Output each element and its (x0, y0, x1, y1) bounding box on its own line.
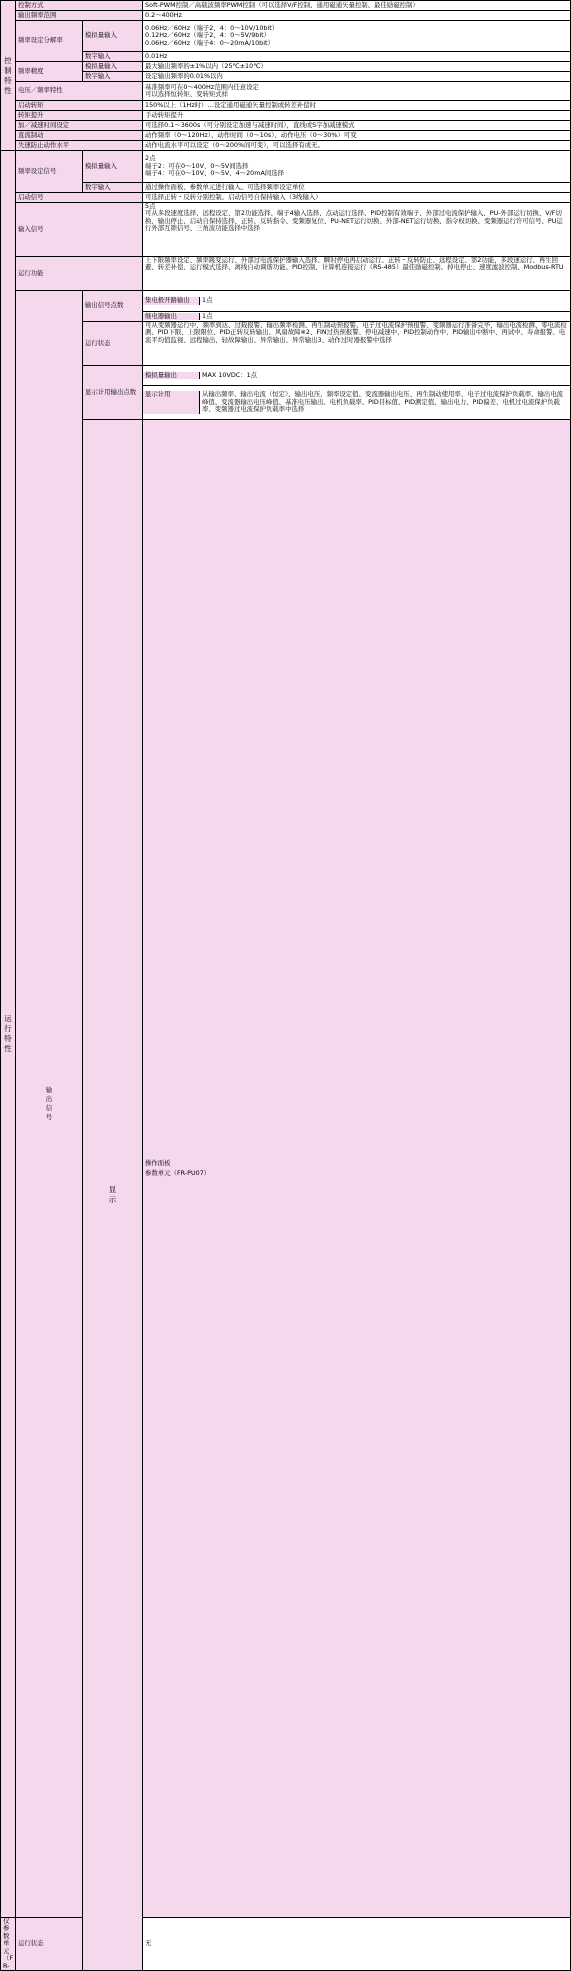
accel-decel-value: 可选择0.1～3600s（可分别设定加速与减速时间），直线或S字加减速模式 (143, 121, 571, 131)
input-signal-value (143, 203, 571, 257)
category-control: 控制特性 (1, 1, 16, 151)
meter-output-label: 显示计用输出点数 (83, 366, 143, 420)
freq-accuracy-analog-label: 模拟量输入 (83, 62, 143, 72)
freq-signal-label: 频率设定信号 (16, 151, 83, 193)
freq-signal-analog-label: 模拟量输入 (83, 151, 143, 183)
freq-resolution-digital-label: 数字输入 (83, 52, 143, 62)
torque-boost-value: 手动转矩提升 (143, 111, 571, 121)
input-signal-line: 可从多段速度选择、远程设定、第2功能选择、端子4输入选择、点动运行选择、PID控制有效端子、外部过电流保护输入、PU-外部运行切换、V/F切换、输出停止、启动自保持选择、正转、反转指令、变频器复位、PU-NET运行切换、外部-NET运行切换、指令权切换、变频器运行许可信号、PU运行外部互锁信号、三角波功能选择中选择 (145, 209, 563, 233)
run-state-output-value: 可从变频器运行中、频率到达、过载报警、输出频率检测、再生制动预报警、电子过电流保护预报警、变频器运行准备完毕、输出电流检测、零电流检测、PID下限、上限限位、PID正转反转输出、风扇故障※2、FIN过热预报警、停电减速中、PID控制动作中、PID输出中断中、再试中、寿命报警、电流平均值监视、远程输出、轻故障输出、异常输出、异常输出3、动作过时器报警中选择 (143, 322, 571, 366)
relay-count: 1点 (202, 311, 213, 320)
meter-analog-value (143, 366, 571, 386)
open-collector-count: 1点 (202, 296, 213, 305)
freq-accuracy-digital-label: 数字输入 (83, 72, 143, 82)
vf-line: 可以选择恒转矩、变转矩式样 (145, 90, 229, 98)
freq-accuracy-analog-value: 最大输出频率的±1%以内（25℃±10℃） (143, 62, 571, 72)
meter-display-label: 显示计用 (143, 391, 200, 413)
freq-signal-digital-label: 数字输入 (83, 183, 143, 193)
run-function-value: 上下限频率设定、频率跳变运行、外部过电流保护器输入选择、瞬时停电再启动运行、正转・反转防止、远程设定、第2功能、多段速运行、再生回避、转差补偿、运行模式选择、离线自动调谐功能、PID控制、计算机连接运行（RS-485）最佳励磁控制、掉电停止、速度滤波控制、Modbus-RTU (143, 257, 571, 291)
vf-characteristic-label: 电压／频率特性 (16, 82, 143, 101)
control-mode-value: Soft-PWM控制／高载波频率PWM控制（可以选择V/F控制、通用磁通矢量控制、最佳励磁控制） (143, 1, 571, 11)
dc-brake-value: 动作频率（0～120Hz）、动作时间（0～10s）、动作电压（0～30%）可变 (143, 131, 571, 141)
freq-resolution-label: 频率设定分解率 (16, 21, 83, 62)
meter-display-value (143, 386, 571, 420)
freq-signal-analog-line: 端子2：可在0～10V、0～5V间选择 (145, 161, 249, 170)
freq-resolution-analog-line: 0.06Hz／60Hz（端子2、4：0～10V/10bit） (145, 23, 279, 32)
start-signal-label: 启动信号 (16, 193, 143, 203)
control-mode-label: 控制方式 (16, 1, 143, 11)
param-unit-only-value: 无 (143, 1918, 571, 1971)
run-state-output-label: 运行状态 (83, 322, 143, 366)
stall-prevention-value: 动作电流水平可以设定（0～200%间可变），可以选择有或无。 (143, 141, 571, 151)
relay-value (143, 312, 571, 322)
input-signal-label: 输入信号 (16, 203, 143, 257)
output-freq-range-value: 0.2～400Hz (143, 11, 571, 21)
freq-resolution-analog-line: 0.12Hz／60Hz（端子2、4：0～5V/9bit） (145, 31, 270, 40)
operation-panel-label: 操作面板 (145, 1158, 171, 1167)
output-points-label: 输出信号点数 (83, 291, 143, 322)
torque-boost-label: 转矩提升 (16, 111, 143, 121)
accel-decel-label: 加／减速时间设定 (16, 121, 143, 131)
freq-resolution-analog-value (143, 21, 571, 52)
freq-signal-digital-value: 通过操作面板、参数单元进行输入、可选择频率设定单位 (143, 183, 571, 193)
start-torque-label: 启动转矩 (16, 101, 143, 111)
freq-resolution-analog-line: 0.06Hz／60Hz（端子4：0～20mA/10bit） (145, 38, 274, 47)
freq-accuracy-label: 频率精度 (16, 62, 83, 82)
vf-line: 基准频率可在0～400Hz范围内任意设定 (145, 82, 259, 91)
start-signal-value: 可选择正转・反转分别控制、启动信号自保持输入（3线输入） (143, 193, 571, 203)
dc-brake-label: 直流制动 (16, 131, 143, 141)
meter-analog-count: MAX 10VDC：1点 (202, 370, 258, 379)
output-signal-outer (16, 291, 83, 1918)
display-panel-cell (143, 420, 571, 1918)
output-signal-inner-table (16, 1086, 82, 1122)
meter-display-text: 从输出频率、输出电流（恒定）、输出电压、频率设定值、变流器输出电压、再生制动使用率、电子过电流保护负载率、输出电流峰值、变流器输出电压峰值、基准电压输出、电机负载率、PID目标值、PID测定值、输出电力、PID偏差、电机过电流保护负载率、变频器过电流保护负载率中选择 (202, 390, 564, 414)
start-torque-value: 150%以上（1Hz时）…设定通用磁通矢量控制或转差补偿时 (143, 101, 571, 111)
parameter-unit-label: 参数单元（FR-PU07） (145, 1169, 211, 1178)
input-signal-line: 5点 (145, 202, 156, 210)
freq-signal-analog-line: 端子4：可在0～10V、0～5V、4～20mA间选择 (145, 169, 285, 178)
freq-signal-analog-line: 2点 (145, 154, 156, 163)
output-freq-range-label: 输出频率范围 (16, 11, 143, 21)
freq-accuracy-digital-value: 设定输出频率的0.01%以内 (143, 72, 571, 82)
stall-prevention-label: 失速防止动作水平 (16, 141, 143, 151)
relay-label: 继电器输出 (143, 313, 200, 320)
param-unit-only-sub-label: 运行状态 (16, 1918, 83, 1971)
output-signal-label: 输出信号 (45, 1086, 53, 1122)
open-collector-label: 集电极开路输出 (143, 297, 200, 304)
open-collector-value (143, 291, 571, 312)
category-display: 显示 (83, 420, 143, 1971)
freq-resolution-analog-label: 模拟量输入 (83, 21, 143, 52)
category-operation: 运行特性 (1, 151, 16, 1918)
vf-characteristic-value (143, 82, 571, 101)
param-unit-only-label: 仅参数单元（FR- (1, 1918, 16, 1971)
meter-analog-label: 模拟量输出 (143, 372, 200, 379)
freq-resolution-digital-value: 0.01Hz (143, 52, 571, 62)
run-function-label: 运行功能 (16, 257, 143, 291)
freq-signal-analog-value (143, 151, 571, 183)
